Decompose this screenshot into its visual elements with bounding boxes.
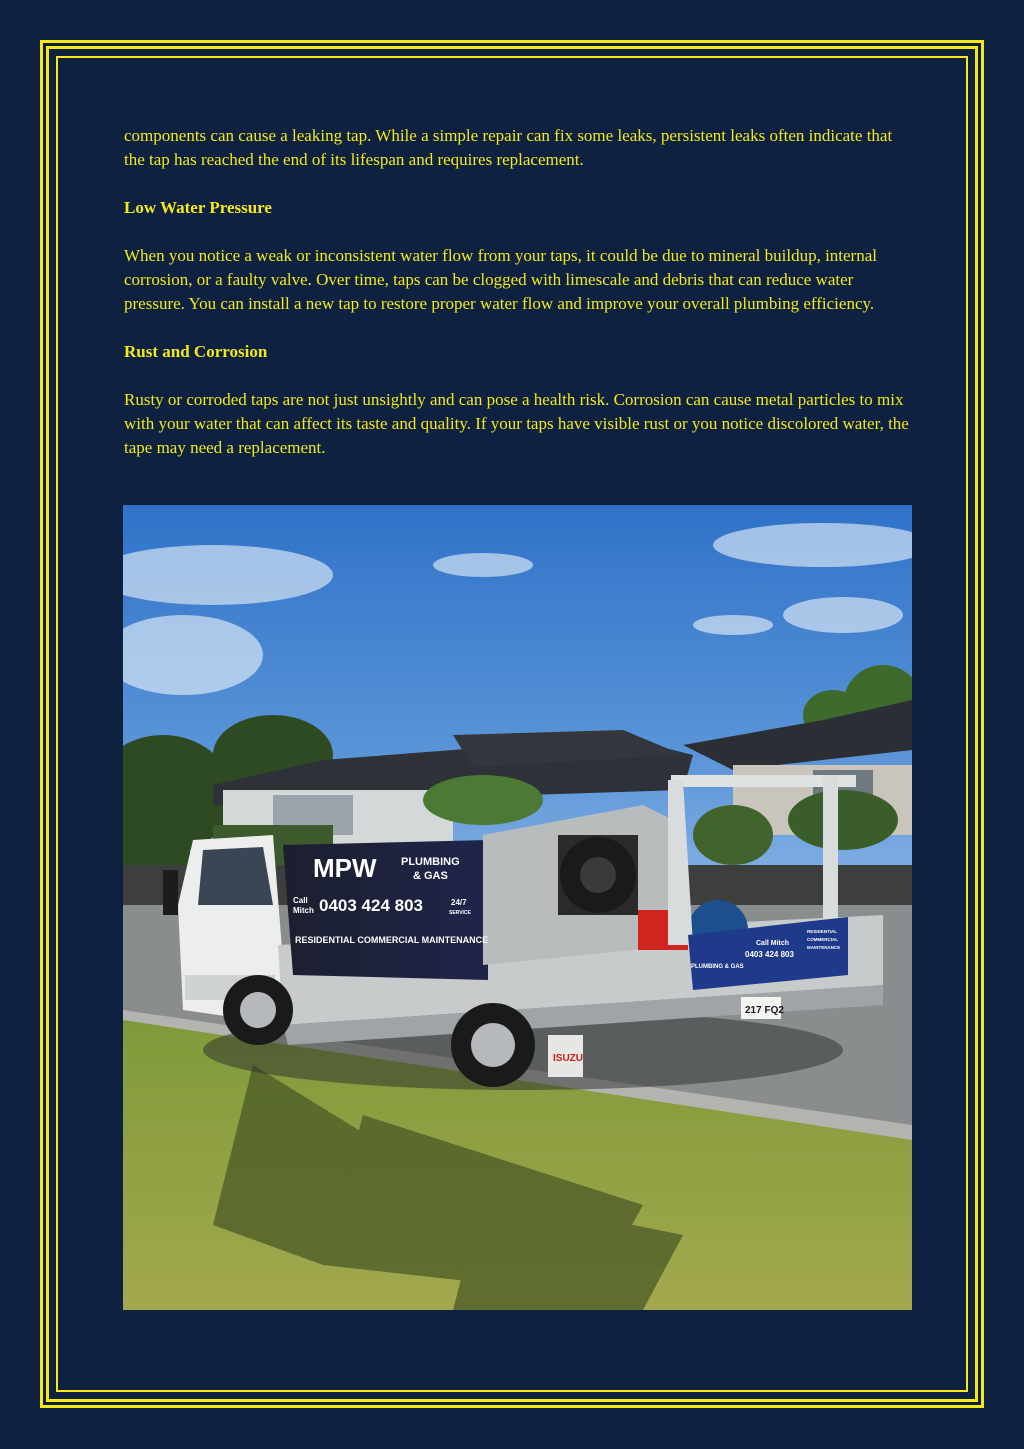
intro-paragraph: components can cause a leaking tap. While a simple repair can fix some leaks, persistent leaks often indicate that the tap has reached the end of its lifespan and requires replacement. — [124, 126, 893, 169]
truck-mudflap-text: ISUZU — [553, 1053, 583, 1064]
truck-brand-text: MPW — [313, 853, 377, 883]
truck-rear-brand-sub: PLUMBING & GAS — [691, 964, 744, 970]
truck-rear-services3: MAINTENANCE — [807, 945, 841, 950]
truck-rear-services1: RESIDENTIAL — [807, 929, 838, 934]
truck-rear-services2: COMMERCIAL — [807, 937, 838, 942]
truck-call-label1: Call — [293, 896, 308, 905]
truck-call-label2: Mitch — [293, 906, 314, 915]
plumbing-truck-photo — [123, 505, 912, 1310]
truck-plate: 217 FQ2 — [745, 1005, 784, 1016]
article-content — [124, 124, 914, 460]
low-water-pressure-heading: Low Water Pressure — [124, 198, 272, 217]
truck-rear-call: Call Mitch — [756, 940, 790, 947]
truck-brand-sub1: PLUMBING — [401, 856, 460, 868]
rust-corrosion-heading: Rust and Corrosion — [124, 342, 268, 361]
low-water-pressure-body: When you notice a weak or inconsistent water flow from your taps, it could be due to mineral buildup, internal corrosion, or a faulty valve. Over time, taps can be clogged with limescale and debris that can reduce water pressure. You can install a new tap to restore proper water flow and improve your overall plumbing efficiency. — [124, 246, 877, 313]
truck-badge-247: 24/7 — [451, 898, 467, 907]
truck-phone: 0403 424 803 — [319, 896, 423, 915]
truck-rear-phone: 0403 424 803 — [745, 950, 794, 959]
truck-badge-service: SERVICE — [449, 910, 471, 916]
truck-services: RESIDENTIAL COMMERCIAL MAINTENANCE — [295, 935, 489, 945]
rust-corrosion-body: Rusty or corroded taps are not just unsightly and can pose a health risk. Corrosion can cause metal particles to mix with your water that can affect its taste and quality. If your taps have visible rust or you notice discolored water, the tape may need a replacement. — [124, 390, 909, 457]
truck-brand-sub2: & GAS — [413, 870, 448, 882]
